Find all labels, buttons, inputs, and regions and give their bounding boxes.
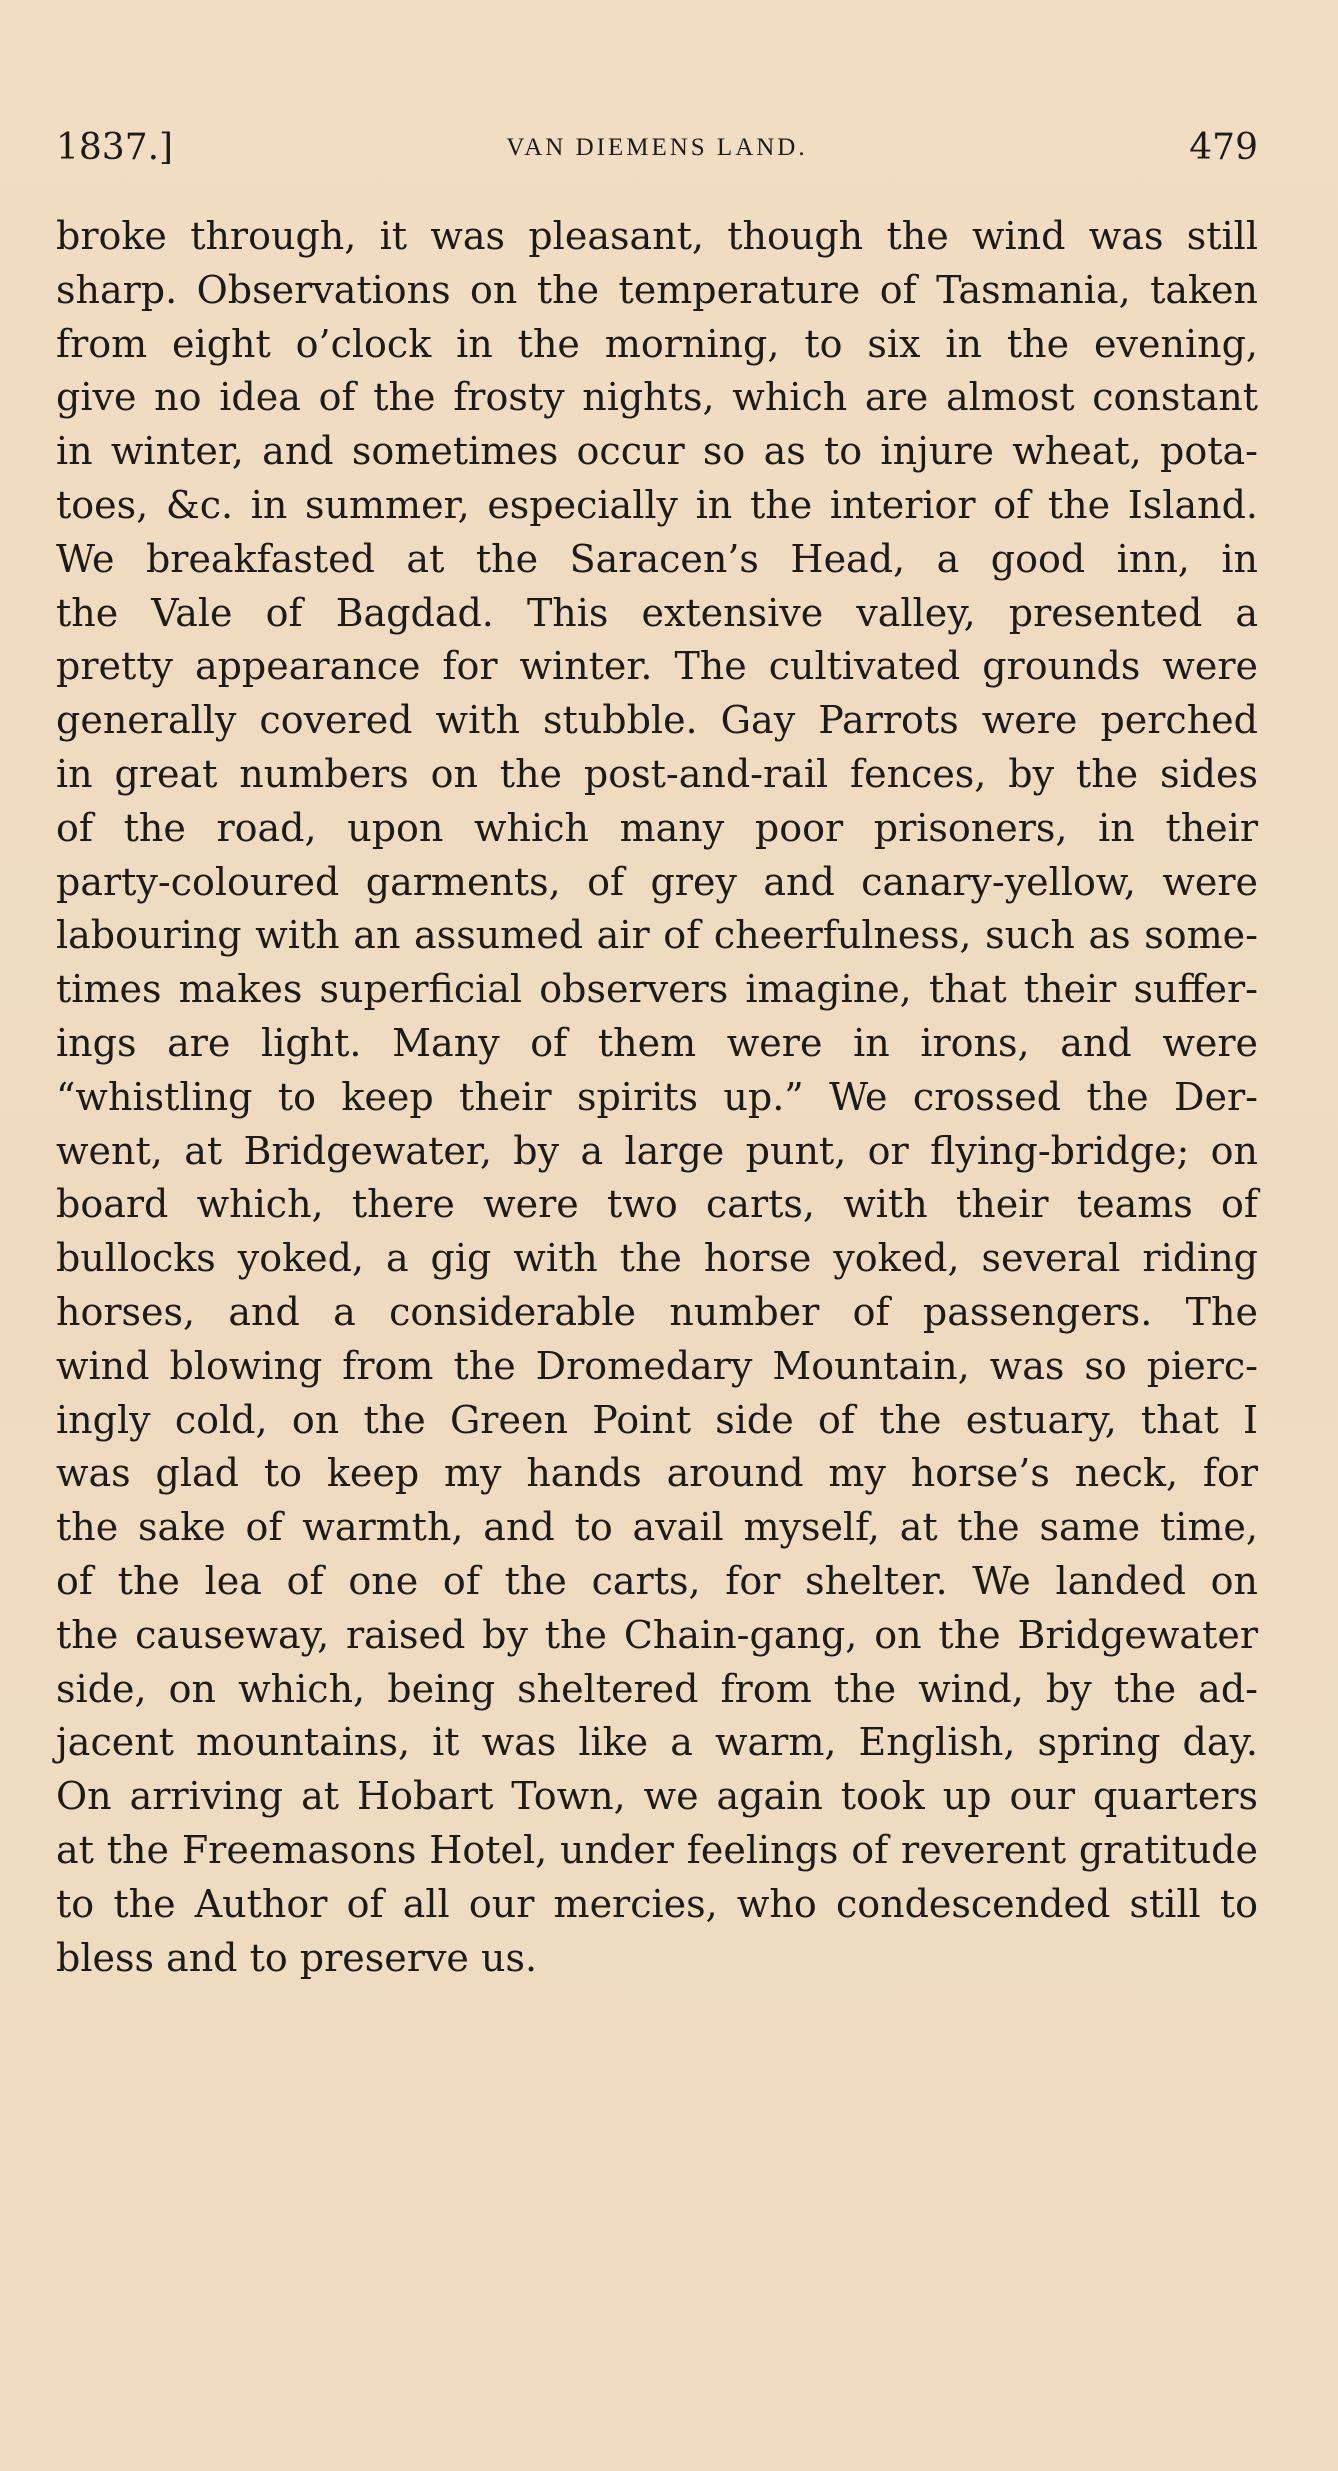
running-head-year: 1837.]	[56, 127, 174, 168]
text-line: side, on which, being sheltered from the wind, by the ad-	[56, 1666, 1258, 1711]
text-line: the causeway, raised by the Chain-gang, on the Bridgewater	[56, 1612, 1258, 1657]
text-line: horses, and a considerable number of passengers. The	[56, 1289, 1258, 1334]
text-line: at the Freemasons Hotel, under feelings of reverent gratitude	[56, 1827, 1258, 1872]
text-line: ings are light. Many of them were in irons, and were	[56, 1020, 1258, 1065]
running-head-title: VAN DIEMENS LAND.	[506, 134, 808, 161]
text-line: toes, &c. in summer, especially in the interior of the Island.	[56, 482, 1258, 527]
text-line: labouring with an assumed air of cheerfulness, such as some-	[56, 913, 1258, 958]
text-line: times makes superficial observers imagine, that their suffer-	[56, 967, 1258, 1012]
text-line: give no idea of the frosty nights, which are almost constant	[56, 375, 1258, 420]
text-line: party-coloured garments, of grey and canary-yellow, were	[56, 859, 1258, 904]
text-line: We breakfasted at the Saracen’s Head, a good inn, in	[56, 536, 1258, 581]
text-line: wind blowing from the Dromedary Mountain, was so pierc-	[56, 1343, 1258, 1388]
page-number: 479	[1189, 127, 1258, 168]
text-line: sharp. Observations on the temperature of Tasmania, taken	[56, 267, 1258, 312]
text-line: On arriving at Hobart Town, we again took up our quarters	[56, 1774, 1258, 1819]
text-line: of the road, upon which many poor prisoners, in their	[56, 805, 1258, 850]
text-line: ingly cold, on the Green Point side of the estuary, that I	[56, 1397, 1258, 1442]
text-line: from eight o’clock in the morning, to six in the evening,	[56, 321, 1258, 366]
text-line: generally covered with stubble. Gay Parrots were perched	[56, 698, 1258, 743]
text-line: pretty appearance for winter. The cultivated grounds were	[56, 644, 1258, 689]
text-line: to the Author of all our mercies, who condescended still to	[56, 1881, 1258, 1926]
text-line-last: bless and to preserve us.	[56, 1935, 538, 1980]
text-line: the Vale of Bagdad. This extensive valley, presented a	[56, 590, 1258, 635]
text-line: the sake of warmth, and to avail myself, at the same time,	[56, 1505, 1258, 1550]
text-line: of the lea of one of the carts, for shelter. We landed on	[56, 1558, 1258, 1603]
text-line: bullocks yoked, a gig with the horse yoked, several riding	[56, 1236, 1258, 1281]
text-line: in winter, and sometimes occur so as to injure wheat, pota-	[56, 429, 1258, 474]
text-line: jacent mountains, it was like a warm, English, spring day.	[56, 1720, 1258, 1765]
text-line: went, at Bridgewater, by a large punt, or flying-bridge; on	[56, 1128, 1258, 1173]
running-head	[56, 118, 1258, 178]
text-line: broke through, it was pleasant, though the wind was still	[56, 214, 1258, 258]
text-line: was glad to keep my hands around my horse’s neck, for	[56, 1451, 1258, 1496]
text-line: board which, there were two carts, with their teams of	[56, 1182, 1258, 1227]
text-line: in great numbers on the post-and-rail fences, by the sides	[56, 751, 1258, 796]
text-line: “whistling to keep their spirits up.” We crossed the Der-	[56, 1074, 1258, 1119]
body-paragraph	[56, 210, 1258, 1985]
